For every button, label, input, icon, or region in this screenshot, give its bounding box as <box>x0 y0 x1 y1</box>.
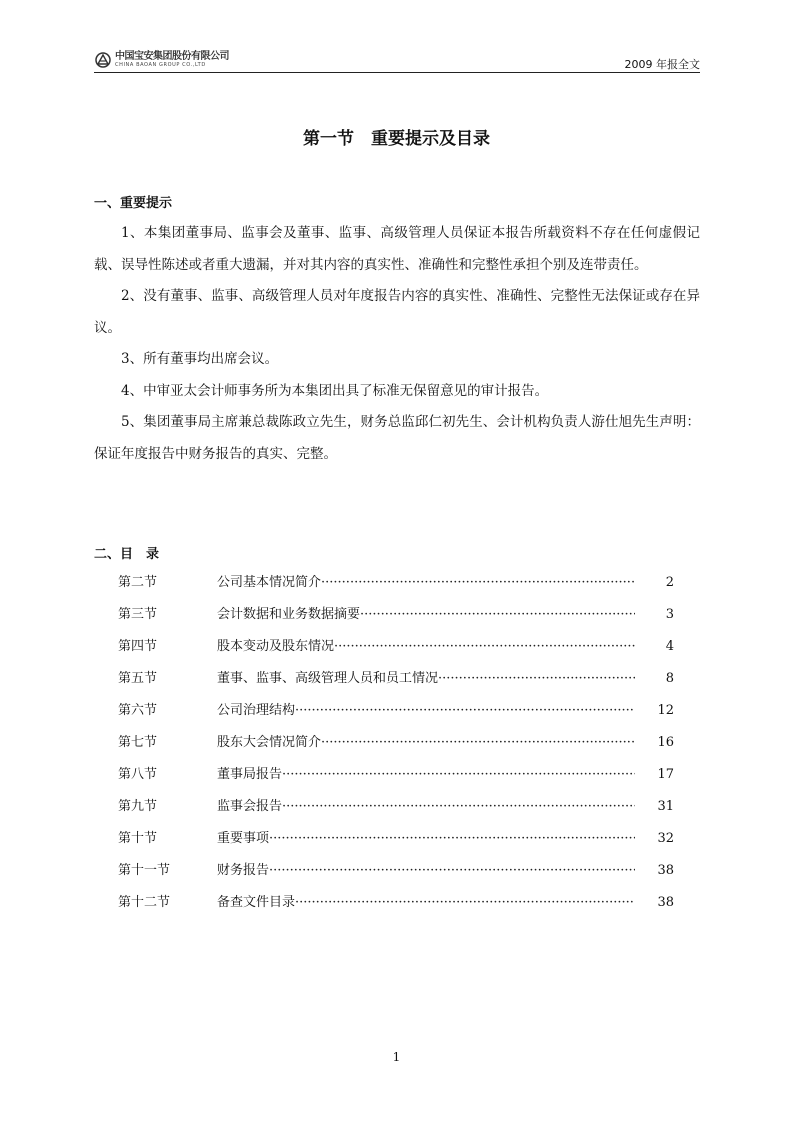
toc-page: 38 <box>657 895 674 910</box>
toc-title: 董事局报告 ····· <box>217 761 635 789</box>
toc-title: 会计数据和业务数据摘要 ····· <box>217 601 635 629</box>
toc-page: 12 <box>657 703 674 718</box>
important-notice-body <box>94 218 700 470</box>
toc-entry <box>118 633 678 665</box>
toc-page: 17 <box>657 767 674 782</box>
toc-title: 公司基本情况简介 ····· <box>217 569 635 597</box>
toc-title: 股东大会情况简介 ····· <box>217 729 635 757</box>
toc-page: 31 <box>657 799 674 814</box>
toc-entry <box>118 729 678 761</box>
toc-title: 监事会报告 ····· <box>217 793 635 821</box>
toc-section: 第十一节 <box>118 863 171 878</box>
notice-item: 3、所有董事均出席会议。 <box>121 351 279 367</box>
toc-section: 第二节 <box>118 575 158 590</box>
important-notice-heading: 一、重要提示 <box>94 196 173 211</box>
notice-item: 5、集团董事局主席兼总裁陈政立先生，财务总监邱仁初先生、会计机构负责人游仕旭先生声明：保证年度报告中财务报告的真实、完整。 <box>94 414 700 462</box>
toc-section: 第九节 <box>118 799 158 814</box>
notice-item: 4、中审亚太会计师事务所为本集团出具了标准无保留意见的审计报告。 <box>121 382 549 399</box>
toc-section: 第五节 <box>118 671 158 686</box>
report-label: 2009 年报全文 <box>624 58 700 71</box>
company-logo-icon <box>94 52 112 68</box>
toc-title: 公司治理结构 ····· <box>217 697 635 725</box>
toc-title: 财务报告 ····· <box>217 857 635 885</box>
toc-page: 32 <box>657 831 674 846</box>
toc-title: 股本变动及股东情况 ····· <box>217 633 635 661</box>
toc-section: 第四节 <box>118 639 158 654</box>
logo-company-name-cn: 中国宝安集团股份有限公司 <box>115 51 229 62</box>
toc-section: 第六节 <box>118 703 158 718</box>
toc-entry <box>118 697 678 729</box>
toc-entry <box>118 857 678 889</box>
table-of-contents <box>118 569 678 921</box>
page-title: 第一节 重要提示及目录 <box>303 129 490 149</box>
company-logo <box>94 50 229 70</box>
logo-company-name-en: CHINA BAOAN GROUP CO.,LTD <box>115 62 206 68</box>
toc-section: 第三节 <box>118 607 158 622</box>
toc-section: 第十节 <box>118 831 158 846</box>
toc-heading: 二、目 录 <box>94 547 160 562</box>
toc-entry <box>118 665 678 697</box>
toc-entry <box>118 601 678 633</box>
toc-entry <box>118 793 678 825</box>
toc-page: 38 <box>657 863 674 878</box>
toc-entry <box>118 761 678 793</box>
toc-title: 备查文件目录 ····· <box>217 889 635 917</box>
toc-section: 第十二节 <box>118 895 171 910</box>
toc-page: 16 <box>657 735 674 750</box>
toc-entry <box>118 889 678 921</box>
toc-entry <box>118 569 678 601</box>
toc-title: 重要事项 ····· <box>217 825 635 853</box>
toc-section: 第七节 <box>118 735 158 750</box>
page-number: 1 <box>392 1050 401 1064</box>
toc-section: 第八节 <box>118 767 158 782</box>
toc-page: 3 <box>665 607 674 622</box>
toc-entry <box>118 825 678 857</box>
toc-page: 8 <box>665 671 674 686</box>
notice-item: 2、没有董事、监事、高级管理人员对年度报告内容的真实性、准确性、完整性无法保证或存在异议。 <box>94 288 700 336</box>
toc-title: 董事、监事、高级管理人员和员工情况 ····· <box>217 665 635 693</box>
toc-page: 2 <box>665 575 674 590</box>
toc-page: 4 <box>665 639 674 654</box>
page-header <box>94 50 700 73</box>
notice-item: 1、本集团董事局、监事会及董事、监事、高级管理人员保证本报告所载资料不存在任何虚假记载、误导性陈述或者重大遗漏，并对其内容的真实性、准确性和完整性承担个别及连带责任。 <box>94 225 700 273</box>
